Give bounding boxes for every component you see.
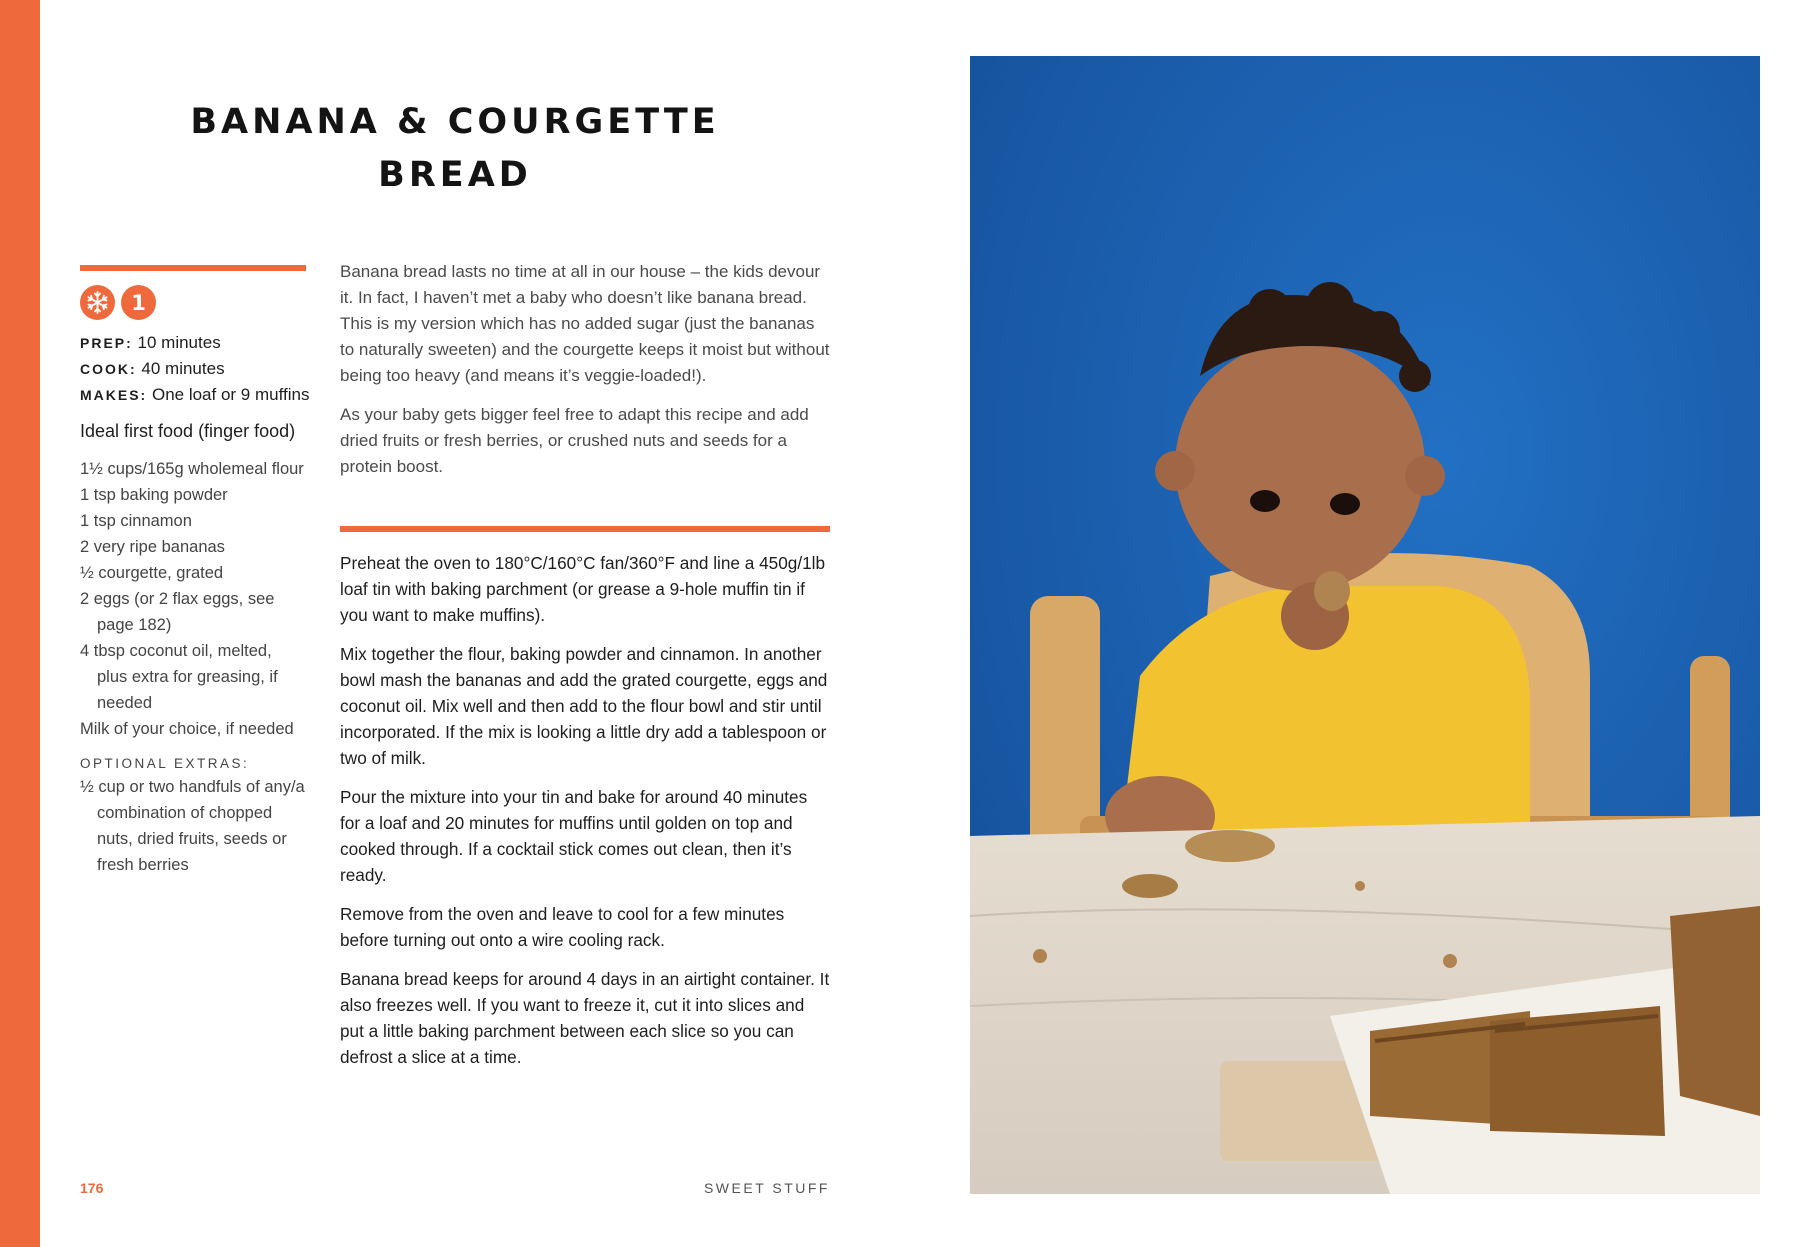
recipe-title [150,96,760,202]
method-divider [340,526,830,532]
prep-label: PREP: [80,335,133,351]
ingredient-item: 4 tbsp coconut oil, melted, plus extra for greasing, if needed [80,642,278,712]
ingredient-item: 1 tsp baking powder [80,486,228,504]
sidebar-divider [80,265,306,271]
ingredient-item: 2 eggs (or 2 flax eggs, see page 182) [80,590,275,634]
cook-label: COOK: [80,361,137,377]
orange-edge-strip [0,0,40,1247]
method-step: Pour the mixture into your tin and bake for around 40 minutes for a loaf and 20 minutes for muffins until golden on top and cooked through. If a cocktail stick comes out clean, then it’s ready. [340,787,808,885]
serving-number: 1 [131,290,146,315]
prep-value: 10 minutes [137,333,221,352]
cook-value: 40 minutes [141,359,225,378]
baby-eating-banana-bread-photo [970,56,1760,1194]
optional-extras-text: ½ cup or two handfuls of any/a combination of chopped nuts, dried fruits, seeds or fresh berries [80,778,305,874]
intro-text [340,259,830,480]
cook-time [80,356,306,382]
makes-value: One loaf or 9 muffins [151,385,310,404]
recipe-body [340,259,830,1083]
section-name: SWEET STUFF [703,1180,830,1196]
makes [80,382,310,408]
prep-time [80,330,306,356]
method-step: Remove from the oven and leave to cool for a few minutes before turning out onto a wire cooling rack. [340,904,785,950]
title-line-2: BREAD [378,155,532,195]
recipe-badges [80,285,306,320]
makes-label: MAKES: [80,387,148,403]
ingredient-item: Milk of your choice, if needed [80,720,294,738]
ingredient-item: 2 very ripe bananas [80,538,225,556]
page-number: 176 [80,1180,104,1196]
recipe-sidebar [80,265,310,878]
ingredient-item: 1½ cups/165g wholemeal flour [80,460,304,478]
method-step: Mix together the flour, baking powder and cinnamon. In another bowl mash the bananas and add the grated courgette, eggs and coconut oil. Mix well and then add to the flour bowl and stir until incorporated. If the mix is looking a little dry add a tablespoon or two of milk. [340,644,828,768]
serving-badge [121,285,156,320]
title-line-1: BANANA & COURGETTE [190,102,720,142]
method-step: Banana bread keeps for around 4 days in an airtight container. It also freezes well. If you want to freeze it, cut it into slices and put a little baking parchment between each slice so you can defrost a slice at a time. [340,969,830,1067]
method-step: Preheat the oven to 180°C/160°C fan/360°F and line a 450g/1lb loaf tin with baking parchment (or grease a 9-hole muffin tin if you want to make muffins). [340,553,826,625]
method-steps [340,550,830,1070]
snowflake-icon [80,285,115,320]
intro-paragraph: As your baby gets bigger feel free to adapt this recipe and add dried fruits or fresh berries, or crushed nuts and seeds for a protein boost. [340,405,809,476]
optional-extras-heading: OPTIONAL EXTRAS: [80,756,250,771]
ideal-for: Ideal first food (finger food) [80,421,296,441]
ingredient-list [80,456,306,742]
intro-paragraph: Banana bread lasts no time at all in our house – the kids devour it. In fact, I haven’t met a baby who doesn’t like banana bread. This is my version which has no added sugar (just the bananas to naturally sweeten) and the courgette keeps it moist but without being too heavy (and means it’s veggie-loaded!). [340,262,830,385]
ingredient-item: ½ courgette, grated [80,564,224,582]
ingredient-item: 1 tsp cinnamon [80,512,192,530]
